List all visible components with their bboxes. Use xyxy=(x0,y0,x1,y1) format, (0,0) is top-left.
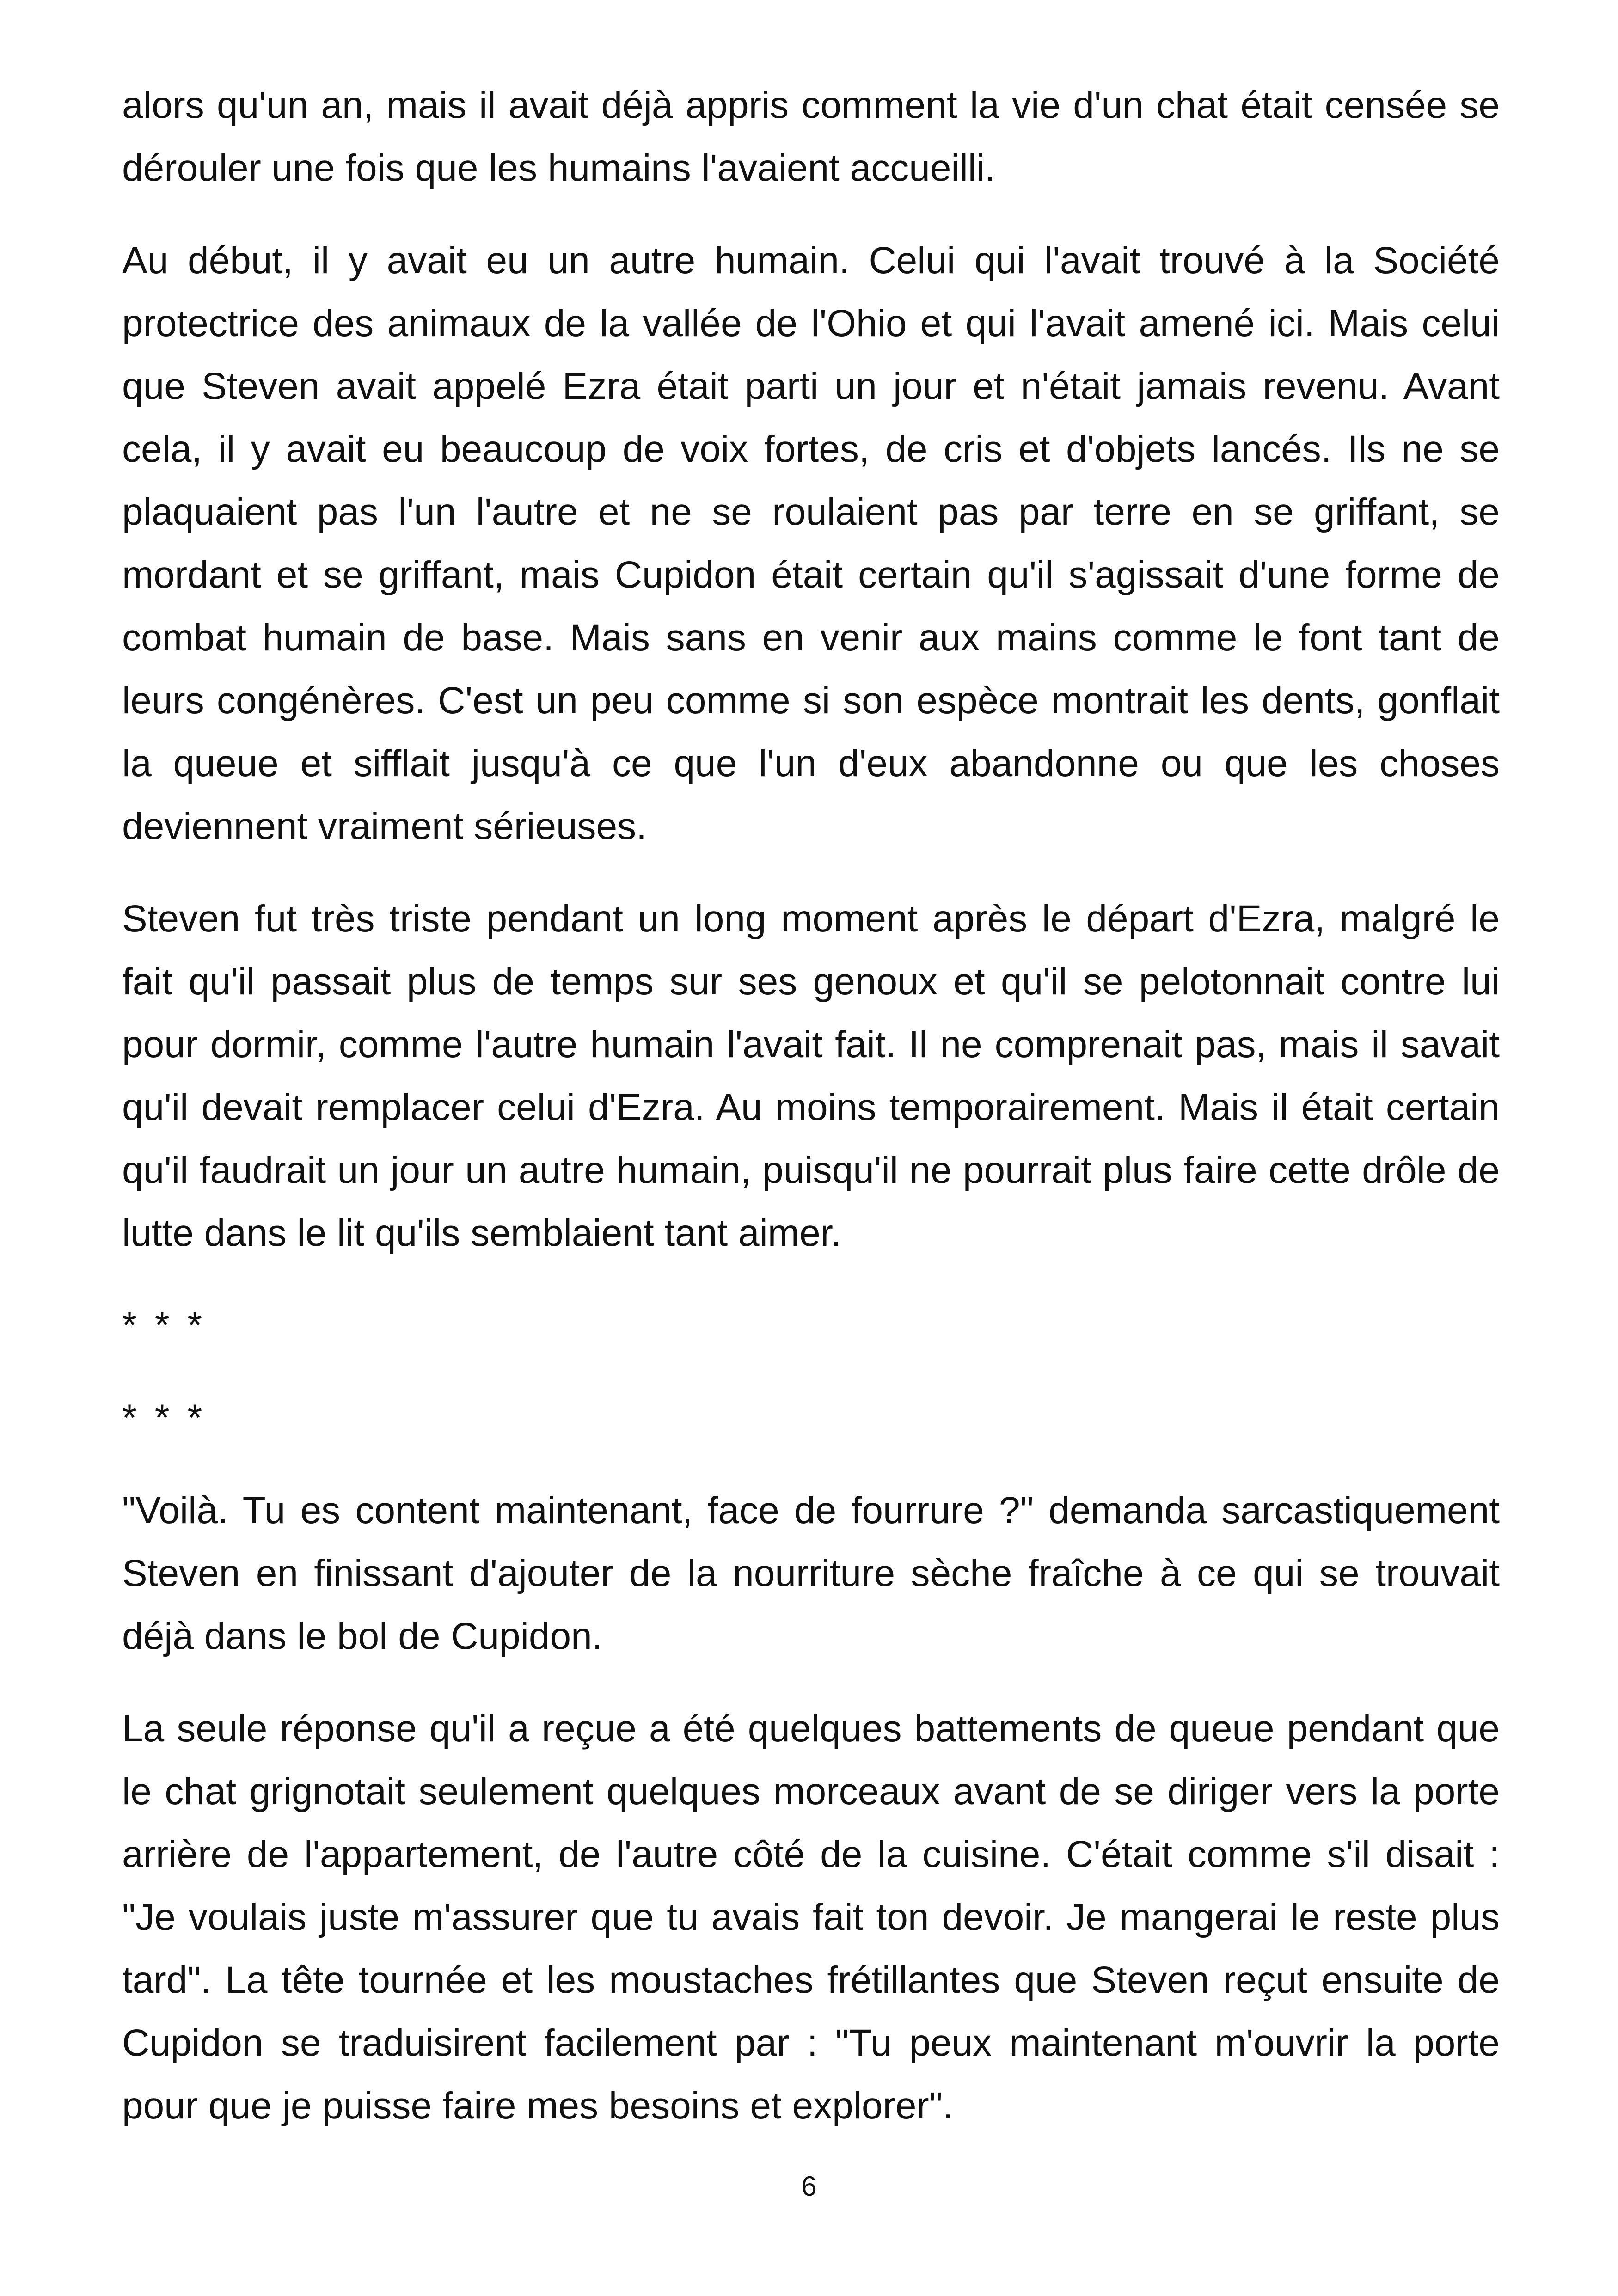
paragraph-4: "Voilà. Tu es content maintenant, face de fourrure ?" demanda sarcastiquement Steven en finissant d'ajouter de la nourriture sèche fraîche à ce qui se trouvait déjà dans le bol de Cupidon. xyxy=(122,1489,1500,1657)
section-separator-2: * * * xyxy=(122,1397,206,1439)
text-body xyxy=(122,74,1500,2167)
paragraph-5: La seule réponse qu'il a reçue a été quelques battements de queue pendant que le chat grignotait seulement quelques morceaux avant de se diriger vers la porte arrière de l'appartement, de l'autre côté de la cuisine. C'était comme s'il disait : "Je voulais juste m'assurer que tu avais fait ton devoir. Je mangerai le reste plus tard". La tête tournée et les moustaches frétillantes que Steven reçut ensuite de Cupidon se traduisirent facilement par : "Tu peux maintenant m'ouvrir la porte pour que je puisse faire mes besoins et explorer". xyxy=(122,1708,1500,2127)
paragraph-1: alors qu'un an, mais il avait déjà appris comment la vie d'un chat était censée se dérouler une fois que les humains l'avaient accueilli. xyxy=(122,84,1500,189)
section-separator-1: * * * xyxy=(122,1304,206,1347)
page-number: 6 xyxy=(801,2171,817,2202)
paragraph-3: Steven fut très triste pendant un long moment après le départ d'Ezra, malgré le fait qu'il passait plus de temps sur ses genoux et qu'il se pelotonnait contre lui pour dormir, comme l'autre humain l'avait fait. Il ne comprenait pas, mais il savait qu'il devait remplacer celui d'Ezra. Au moins temporairement. Mais il était certain qu'il faudrait un jour un autre humain, puisqu'il ne pourrait plus faire cette drôle de lutte dans le lit qu'ils semblaient tant aimer. xyxy=(122,898,1500,1254)
paragraph-2: Au début, il y avait eu un autre humain. Celui qui l'avait trouvé à la Société protectrice des animaux de la vallée de l'Ohio et qui l'avait amené ici. Mais celui que Steven avait appelé Ezra était parti un jour et n'était jamais revenu. Avant cela, il y avait eu beaucoup de voix fortes, de cris et d'objets lancés. Ils ne se plaquaient pas l'un l'autre et ne se roulaient pas par terre en se griffant, se mordant et se griffant, mais Cupidon était certain qu'il s'agissait d'une forme de combat humain de base. Mais sans en venir aux mains comme le font tant de leurs congénères. C'est un peu comme si son espèce montrait les dents, gonflait la queue et sifflait jusqu'à ce que l'un d'eux abandonne ou que les choses deviennent vraiment sérieuses. xyxy=(122,239,1500,847)
